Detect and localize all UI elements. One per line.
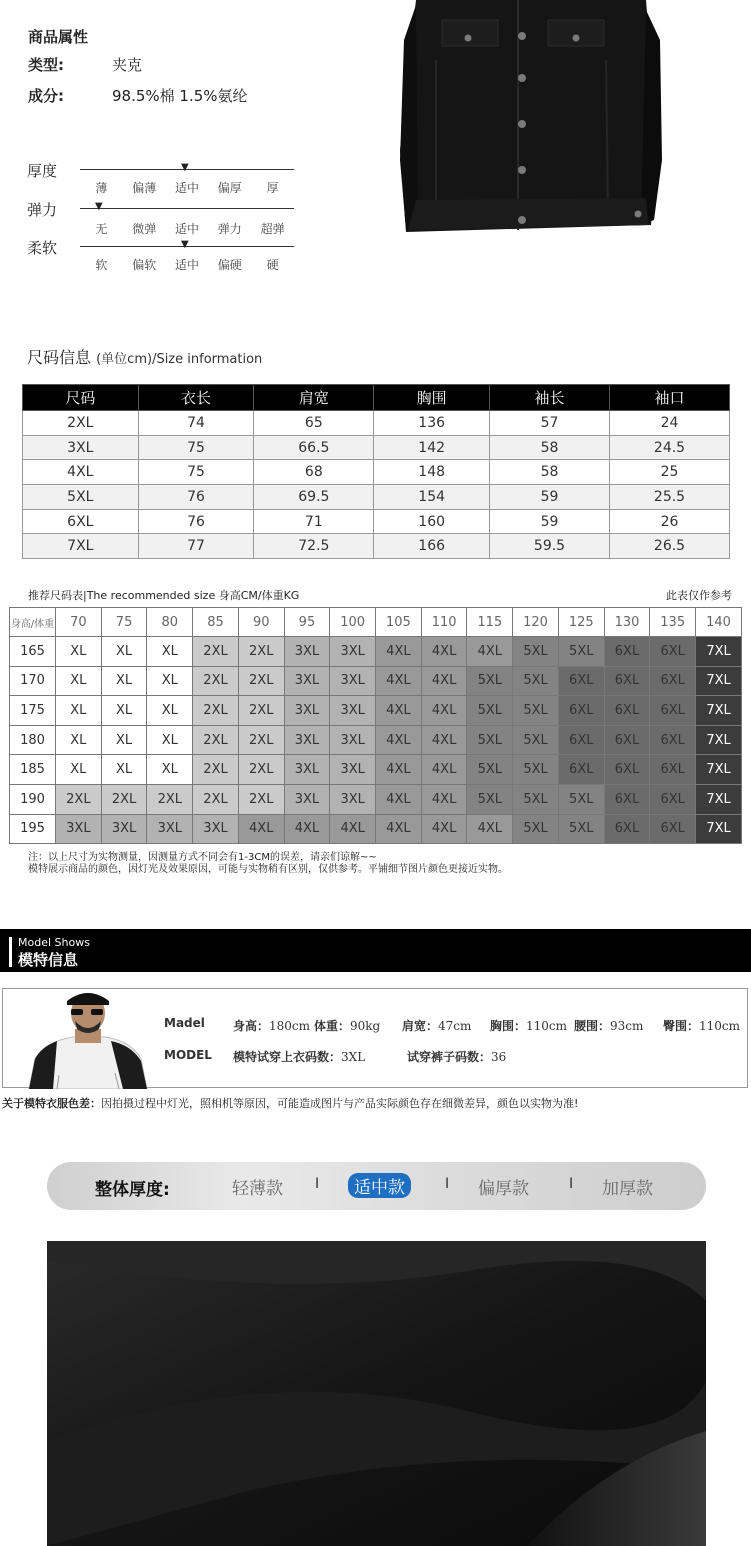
thickness-option-thick: 偏厚款 (478, 1179, 529, 1199)
recommend-size-cell: 3XL (330, 696, 376, 726)
recommend-size-cell: 2XL (147, 784, 193, 814)
color-note-key: 关于模特衣服色差： (2, 1097, 101, 1110)
recommend-size-cell: 6XL (650, 725, 696, 755)
recommend-size-cell: 5XL (513, 696, 559, 726)
jacket-image (396, 0, 666, 235)
recommend-size-cell: 6XL (604, 696, 650, 726)
recommend-size-cell: 2XL (238, 784, 284, 814)
recommend-size-cell: 2XL (56, 784, 102, 814)
size-cell: 5XL (23, 485, 139, 510)
recommend-height-cell: 190 (10, 784, 56, 814)
model-section-bar (0, 929, 751, 972)
scale-option: 超弹 (260, 222, 285, 236)
size-cell: 7XL (23, 534, 139, 559)
recommend-size-cell: 5XL (513, 637, 559, 667)
thickness-option-extra-thick: 加厚款 (602, 1179, 653, 1199)
model-bar-cn: 模特信息 (18, 951, 79, 969)
size-table-row (23, 534, 730, 559)
recommend-size-cell: 2XL (238, 666, 284, 696)
scale-option: 偏厚 (217, 181, 242, 195)
recommend-size-cell: XL (101, 637, 147, 667)
recommend-size-cell: XL (147, 755, 193, 785)
size-table-row (23, 435, 730, 460)
recommend-weight-header: 75 (101, 608, 147, 637)
attr-material-key: 成分: (28, 87, 64, 105)
recommend-size-cell: 2XL (101, 784, 147, 814)
recommend-row (10, 755, 742, 785)
recommend-weight-header: 140 (696, 608, 742, 637)
model-pants-size-key: 试穿裤子码数： (407, 1050, 492, 1064)
size-notes (28, 852, 508, 876)
size-cell: 59.5 (490, 534, 610, 559)
scale-softness (27, 237, 297, 277)
recommend-size-cell: 2XL (238, 725, 284, 755)
recommend-size-cell: 4XL (238, 814, 284, 844)
recommend-size-cell: XL (56, 755, 102, 785)
size-cell: 58 (490, 460, 610, 485)
recommend-weight-header: 95 (284, 608, 330, 637)
recommend-size-cell: XL (101, 725, 147, 755)
thickness-option-medium: 适中款 (348, 1173, 411, 1198)
scale-elasticity (27, 199, 297, 239)
recommend-size-cell: 3XL (330, 637, 376, 667)
scale-option: 软 (95, 258, 108, 272)
recommend-size-cell: 6XL (558, 696, 604, 726)
model-waist-value: 93cm (610, 1019, 644, 1033)
recommend-weight-header: 90 (238, 608, 284, 637)
recommend-corner: 身高/体重 (10, 608, 56, 637)
size-cell: 59 (490, 485, 610, 510)
recommend-row (10, 637, 742, 667)
size-header-cell: 袖长 (490, 385, 610, 411)
scale-option: 适中 (174, 181, 199, 195)
recommend-size-cell: 3XL (284, 696, 330, 726)
recommend-size-cell: XL (147, 725, 193, 755)
recommend-size-cell: 4XL (284, 814, 330, 844)
size-table-header (23, 385, 730, 411)
size-cell: 25 (609, 460, 729, 485)
recommend-size-cell: 2XL (193, 784, 239, 814)
scale-option: 微弹 (132, 222, 157, 236)
recommend-size-cell: XL (101, 696, 147, 726)
recommend-size-cell: 2XL (193, 666, 239, 696)
color-note-value: 因拍摄过程中灯光，照相机等原因，可能造成图片与产品实际颜色存在细微差异，颜色以实物为准! (101, 1097, 579, 1110)
recommend-size-cell: 7XL (696, 696, 742, 726)
recommend-size-cell: 5XL (513, 755, 559, 785)
size-cell: 4XL (23, 460, 139, 485)
recommend-size-cell: 4XL (421, 666, 467, 696)
size-cell: 68 (254, 460, 374, 485)
size-cell: 58 (490, 435, 610, 460)
thickness-separator: I (315, 1176, 320, 1192)
recommend-size-cell: 7XL (696, 755, 742, 785)
recommend-size-cell: 2XL (238, 696, 284, 726)
recommend-size-cell: 4XL (421, 755, 467, 785)
size-cell: 24.5 (609, 435, 729, 460)
recommend-size-cell: 6XL (558, 666, 604, 696)
recommend-size-cell: 5XL (558, 637, 604, 667)
recommend-size-cell: XL (101, 755, 147, 785)
scale-marker-icon: ▼ (181, 162, 189, 173)
size-cell: 71 (254, 509, 374, 534)
recommend-size-cell: 4XL (421, 637, 467, 667)
recommend-size-cell: 3XL (284, 755, 330, 785)
recommend-size-cell: 5XL (513, 666, 559, 696)
scale-line (80, 208, 294, 209)
recommend-height-cell: 195 (10, 814, 56, 844)
recommend-size-cell: 5XL (467, 666, 513, 696)
recommend-weight-header: 70 (56, 608, 102, 637)
model-top-size-key: 模特试穿上衣码数： (233, 1050, 342, 1064)
recommend-header-row (10, 608, 742, 637)
size-info-title (27, 345, 262, 368)
recommend-weight-header: 85 (193, 608, 239, 637)
recommend-size-cell: 5XL (513, 814, 559, 844)
recommend-size-cell: 6XL (650, 696, 696, 726)
recommend-size-cell: 6XL (604, 784, 650, 814)
recommend-height-cell: 170 (10, 666, 56, 696)
scale-softness-label: 柔软 (27, 239, 58, 257)
recommend-size-cell: 3XL (284, 637, 330, 667)
recommend-weight-header: 115 (467, 608, 513, 637)
size-cell: 142 (374, 435, 490, 460)
recommend-title: 推荐尺码表|The recommended size 身高CM/体重KG (28, 589, 300, 602)
scale-option: 偏硬 (217, 258, 242, 272)
fabric-detail-image (47, 1241, 706, 1546)
recommend-size-cell: 3XL (330, 725, 376, 755)
recommend-height-cell: 175 (10, 696, 56, 726)
recommend-size-cell: 6XL (604, 666, 650, 696)
recommend-size-cell: 4XL (467, 637, 513, 667)
scale-option: 无 (95, 222, 108, 236)
model-weight-value: 90kg (350, 1019, 381, 1033)
size-cell: 25.5 (609, 485, 729, 510)
recommend-weight-header: 135 (650, 608, 696, 637)
recommend-size-cell: 3XL (284, 666, 330, 696)
recommend-size-cell: 6XL (650, 755, 696, 785)
attr-material-value: 98.5%棉 1.5%氨纶 (112, 87, 248, 105)
model-pants-size-value: 36 (491, 1050, 507, 1064)
recommend-height-cell: 180 (10, 725, 56, 755)
model-top-size-value: 3XL (341, 1050, 366, 1064)
size-cell: 76 (138, 485, 254, 510)
recommend-size-cell: XL (56, 637, 102, 667)
size-cell: 2XL (23, 411, 139, 436)
recommend-size-cell: 2XL (193, 637, 239, 667)
attr-type-key: 类型: (28, 56, 64, 74)
recommend-size-cell: 5XL (558, 814, 604, 844)
recommend-size-cell: 3XL (330, 755, 376, 785)
recommend-row (10, 814, 742, 844)
recommend-size-cell: 7XL (696, 725, 742, 755)
scale-option: 适中 (174, 222, 199, 236)
recommend-size-cell: 3XL (284, 784, 330, 814)
recommend-size-cell: 6XL (604, 725, 650, 755)
size-cell: 26.5 (609, 534, 729, 559)
attr-type (28, 54, 142, 75)
recommend-size-cell: 3XL (330, 784, 376, 814)
recommend-size-cell: XL (147, 637, 193, 667)
recommend-size-cell: 2XL (238, 637, 284, 667)
recommend-size-cell: 5XL (513, 725, 559, 755)
size-cell: 154 (374, 485, 490, 510)
scale-marker-icon: ▼ (181, 239, 189, 250)
thickness-separator: I (569, 1176, 574, 1192)
recommend-reference-note: 此表仅作参考 (666, 589, 732, 602)
recommend-size-cell: 6XL (650, 666, 696, 696)
size-cell: 6XL (23, 509, 139, 534)
size-cell: 72.5 (254, 534, 374, 559)
recommend-size-cell: 6XL (558, 725, 604, 755)
model-chest-value: 110cm (526, 1019, 568, 1033)
size-cell: 26 (609, 509, 729, 534)
recommend-size-cell: 7XL (696, 666, 742, 696)
size-note-2: 模特展示商品的颜色，因灯光及效果原因，可能与实物稍有区别，仅供参考。平铺细节图片颜色更接近实物。 (28, 864, 508, 875)
scale-option: 薄 (95, 181, 108, 195)
size-header-cell: 肩宽 (254, 385, 374, 411)
model-height-value: 180cm (269, 1019, 311, 1033)
size-cell: 65 (254, 411, 374, 436)
attr-material (28, 85, 248, 106)
scale-thickness (27, 160, 297, 200)
size-cell: 59 (490, 509, 610, 534)
scale-option: 厚 (266, 181, 279, 195)
attributes-title: 商品属性 (28, 28, 89, 46)
scale-option: 弹力 (217, 222, 242, 236)
size-cell: 136 (374, 411, 490, 436)
recommend-size-cell: 5XL (467, 696, 513, 726)
size-cell: 66.5 (254, 435, 374, 460)
recommend-weight-header: 100 (330, 608, 376, 637)
recommend-weight-header: 120 (513, 608, 559, 637)
recommend-size-cell: 7XL (696, 784, 742, 814)
recommend-size-cell: 3XL (330, 666, 376, 696)
recommend-size-cell: 2XL (193, 725, 239, 755)
recommend-size-cell: 2XL (193, 696, 239, 726)
recommend-size-cell: 4XL (376, 666, 422, 696)
recommend-size-cell: 7XL (696, 637, 742, 667)
recommend-size-cell: 4XL (467, 814, 513, 844)
scale-option: 硬 (266, 258, 279, 272)
recommend-size-cell: 4XL (376, 696, 422, 726)
recommend-weight-header: 80 (147, 608, 193, 637)
recommend-table (9, 607, 742, 844)
scale-elasticity-label: 弹力 (27, 201, 58, 219)
recommend-size-cell: 3XL (101, 814, 147, 844)
size-cell: 160 (374, 509, 490, 534)
thickness-bar (47, 1162, 706, 1210)
model-color-note (2, 1095, 578, 1111)
recommend-size-cell: 6XL (558, 755, 604, 785)
size-cell: 148 (374, 460, 490, 485)
recommend-height-cell: 185 (10, 755, 56, 785)
recommend-size-cell: XL (101, 666, 147, 696)
size-header-cell: 胸围 (374, 385, 490, 411)
size-cell: 74 (138, 411, 254, 436)
scale-marker-icon: ▼ (95, 201, 103, 212)
recommend-height-cell: 165 (10, 637, 56, 667)
recommend-size-cell: XL (147, 696, 193, 726)
scale-option: 偏薄 (132, 181, 157, 195)
recommend-size-cell: 4XL (376, 725, 422, 755)
recommend-size-cell: 2XL (193, 755, 239, 785)
model-chest-key: 胸围： (490, 1019, 527, 1033)
size-cell: 57 (490, 411, 610, 436)
recommend-size-cell: 6XL (604, 814, 650, 844)
recommend-size-cell: 4XL (376, 755, 422, 785)
recommend-weight-header: 125 (558, 608, 604, 637)
recommend-size-cell: 4XL (421, 725, 467, 755)
recommend-size-cell: XL (56, 725, 102, 755)
model-hip-value: 110cm (699, 1019, 741, 1033)
size-info-title-text: 尺码信息 (27, 348, 92, 367)
size-cell: 3XL (23, 435, 139, 460)
scale-thickness-label: 厚度 (27, 162, 58, 180)
size-cell: 24 (609, 411, 729, 436)
scale-option: 偏软 (132, 258, 157, 272)
thickness-label: 整体厚度: (95, 1180, 170, 1200)
model-photo (27, 989, 151, 1089)
recommend-size-cell: 3XL (193, 814, 239, 844)
attr-type-value: 夹克 (112, 56, 143, 74)
size-cell: 75 (138, 460, 254, 485)
recommend-row (10, 696, 742, 726)
recommend-size-cell: XL (56, 696, 102, 726)
model-madel-label: Madel (164, 1016, 205, 1030)
recommend-size-cell: 6XL (650, 814, 696, 844)
model-info-box (2, 988, 748, 1088)
model-hip-key: 臀围： (663, 1019, 700, 1033)
model-bar-en: Model Shows (18, 936, 90, 949)
size-cell: 166 (374, 534, 490, 559)
size-table-row (23, 411, 730, 436)
recommend-size-cell: 6XL (650, 784, 696, 814)
recommend-size-cell: 4XL (421, 784, 467, 814)
model-model-label: MODEL (164, 1048, 212, 1062)
model-waist-key: 腰围： (574, 1019, 611, 1033)
recommend-size-cell: 5XL (467, 725, 513, 755)
recommend-size-cell: 2XL (238, 755, 284, 785)
recommend-size-cell: 5XL (467, 784, 513, 814)
thickness-separator: I (445, 1176, 450, 1192)
size-note-1: 注：以上尺寸为实物测量，因测量方式不同会有1-3CM的误差，请亲们谅解~~ (28, 852, 377, 863)
recommend-size-cell: 4XL (330, 814, 376, 844)
size-info-subtitle: (单位cm)/Size information (96, 352, 263, 367)
recommend-size-cell: 4XL (376, 784, 422, 814)
recommend-weight-header: 110 (421, 608, 467, 637)
recommend-size-cell: 6XL (604, 637, 650, 667)
model-shoulder-key: 肩宽： (402, 1019, 439, 1033)
size-cell: 77 (138, 534, 254, 559)
size-cell: 69.5 (254, 485, 374, 510)
model-height-key: 身高： (233, 1019, 270, 1033)
size-header-cell: 袖口 (609, 385, 729, 411)
size-cell: 76 (138, 509, 254, 534)
recommend-size-cell: 5XL (558, 784, 604, 814)
recommend-size-cell: 3XL (284, 725, 330, 755)
recommend-row (10, 666, 742, 696)
size-header-cell: 衣长 (138, 385, 254, 411)
recommend-weight-header: 130 (604, 608, 650, 637)
recommend-row (10, 784, 742, 814)
size-cell: 75 (138, 435, 254, 460)
model-bar-accent (9, 937, 12, 967)
size-table-row (23, 460, 730, 485)
model-weight-key: 体重： (314, 1019, 351, 1033)
thickness-option-light: 轻薄款 (232, 1179, 283, 1199)
recommend-size-cell: 4XL (376, 637, 422, 667)
recommend-weight-header: 105 (376, 608, 422, 637)
recommend-size-cell: 6XL (604, 755, 650, 785)
size-table-row (23, 485, 730, 510)
recommend-size-cell: 5XL (467, 755, 513, 785)
recommend-size-cell: 3XL (147, 814, 193, 844)
recommend-size-cell: 6XL (650, 637, 696, 667)
recommend-row (10, 725, 742, 755)
recommend-size-cell: 4XL (421, 814, 467, 844)
recommend-size-cell: 3XL (56, 814, 102, 844)
recommend-size-cell: 4XL (376, 814, 422, 844)
size-table-row (23, 509, 730, 534)
size-table (22, 384, 730, 559)
scale-option: 适中 (174, 258, 199, 272)
recommend-size-cell: XL (147, 666, 193, 696)
recommend-size-cell: 5XL (513, 784, 559, 814)
recommend-size-cell: 7XL (696, 814, 742, 844)
recommend-size-cell: XL (56, 666, 102, 696)
model-shoulder-value: 47cm (438, 1019, 472, 1033)
recommend-size-cell: 4XL (421, 696, 467, 726)
size-header-cell: 尺码 (23, 385, 139, 411)
